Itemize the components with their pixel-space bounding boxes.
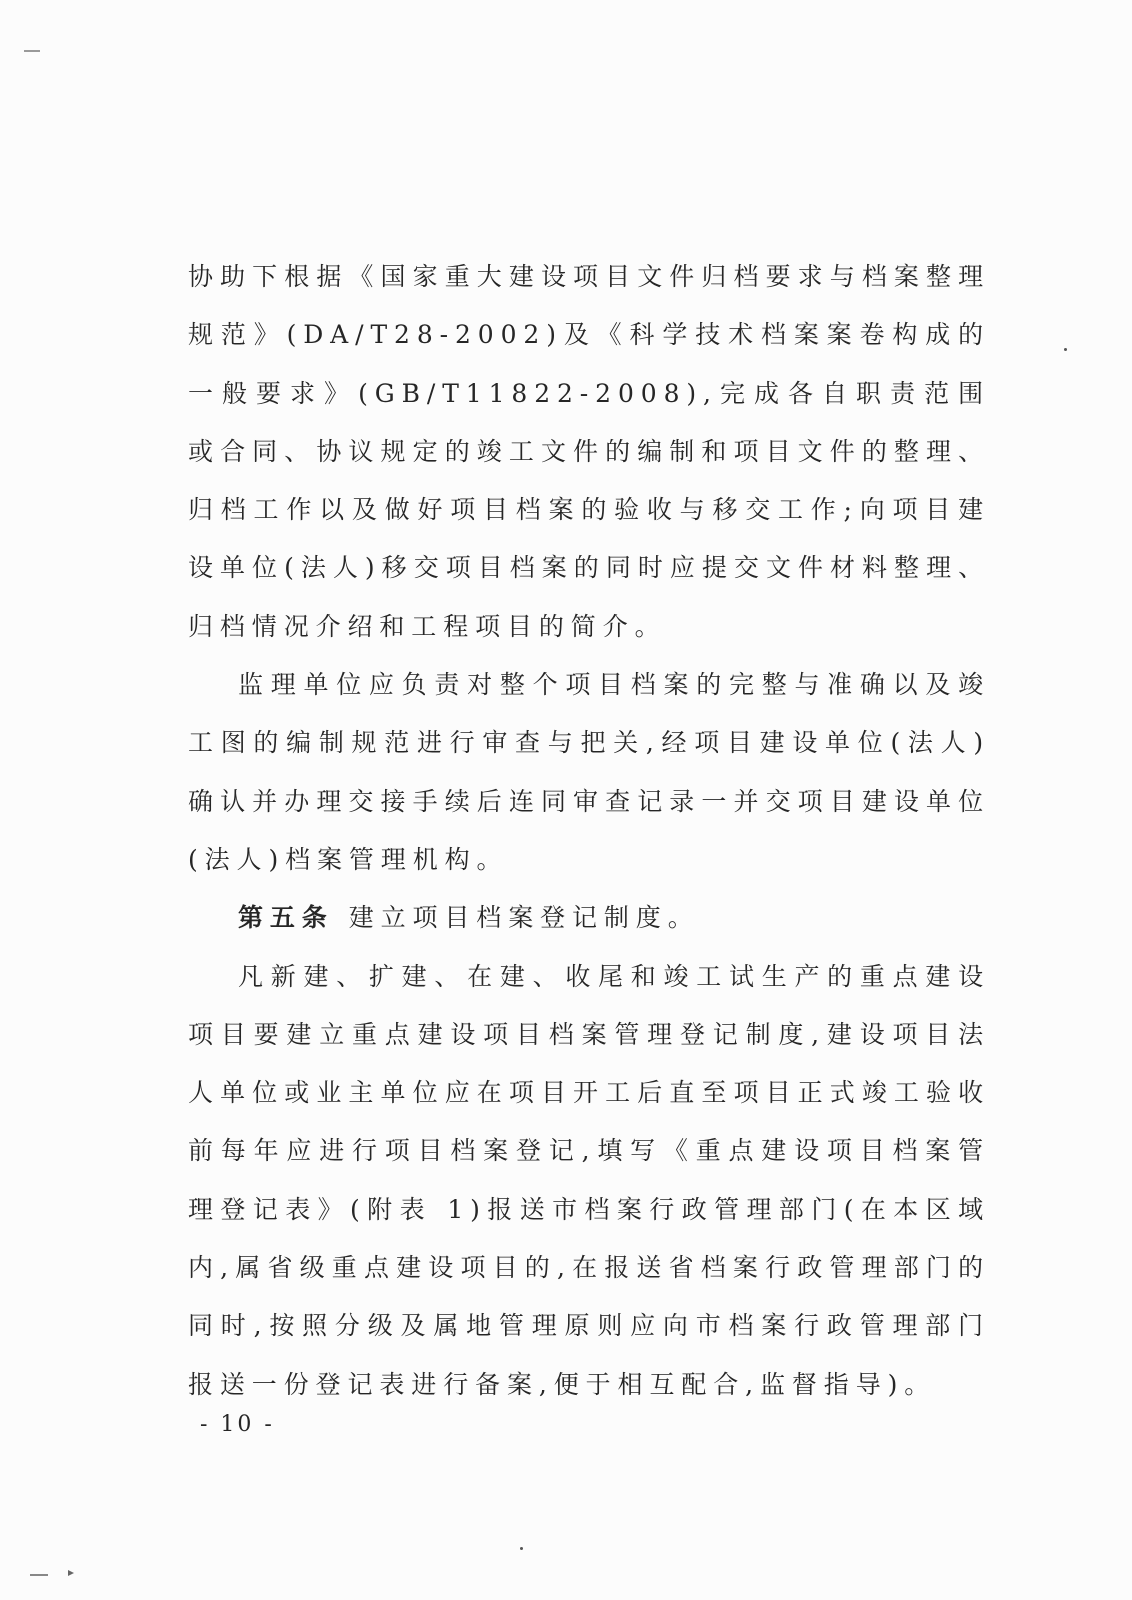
document-body [188,248,990,1414]
scan-corner-mark [30,1574,48,1576]
page-number: - 10 - [200,1412,275,1437]
scan-speck [520,1547,523,1550]
article-five [188,889,990,947]
paragraph-supervision: 监理单位应负责对整个项目档案的完整与准确以及竣工图的编制规范进行审查与把关,经项目建设单位(法人)确认并办理交接手续后连同审查记录一并交项目建设单位(法人)档案管理机构。 [188,670,990,874]
scan-speck [1064,348,1067,351]
scan-arrow-mark [68,1570,74,1576]
article-heading: 第五条 [238,903,334,933]
scan-corner-mark [24,50,40,52]
paragraph-continued: 协助下根据《国家重大建设项目文件归档要求与档案整理规范》(DA/T28-2002)及《科学技术档案案卷构成的一般要求》(GB/T11822-2008),完成各自职责范围或合同、协议规定的竣工文件的编制和项目文件的整理、归档工作以及做好项目档案的验收与移交工作;向项目建设单位(法人)移交项目档案的同时应提交文件材料整理、归档情况介绍和工程项目的简介。 [188,262,990,641]
article-title: 建立项目档案登记制度。 [348,903,700,933]
paragraph-registration: 凡新建、扩建、在建、收尾和竣工试生产的重点建设项目要建立重点建设项目档案管理登记制度,建设项目法人单位或业主单位应在项目开工后直至项目正式竣工验收前每年应进行项目档案登记,填写《重点建设项目档案管理登记表》(附表 1)报送市档案行政管理部门(在本区域内,属省级重点建设项目的,在报送省档案行政管理部门的同时,按照分级及属地管理原则应向市档案行政管理部门报送一份登记表进行备案,便于相互配合,监督指导)。 [188,961,990,1399]
